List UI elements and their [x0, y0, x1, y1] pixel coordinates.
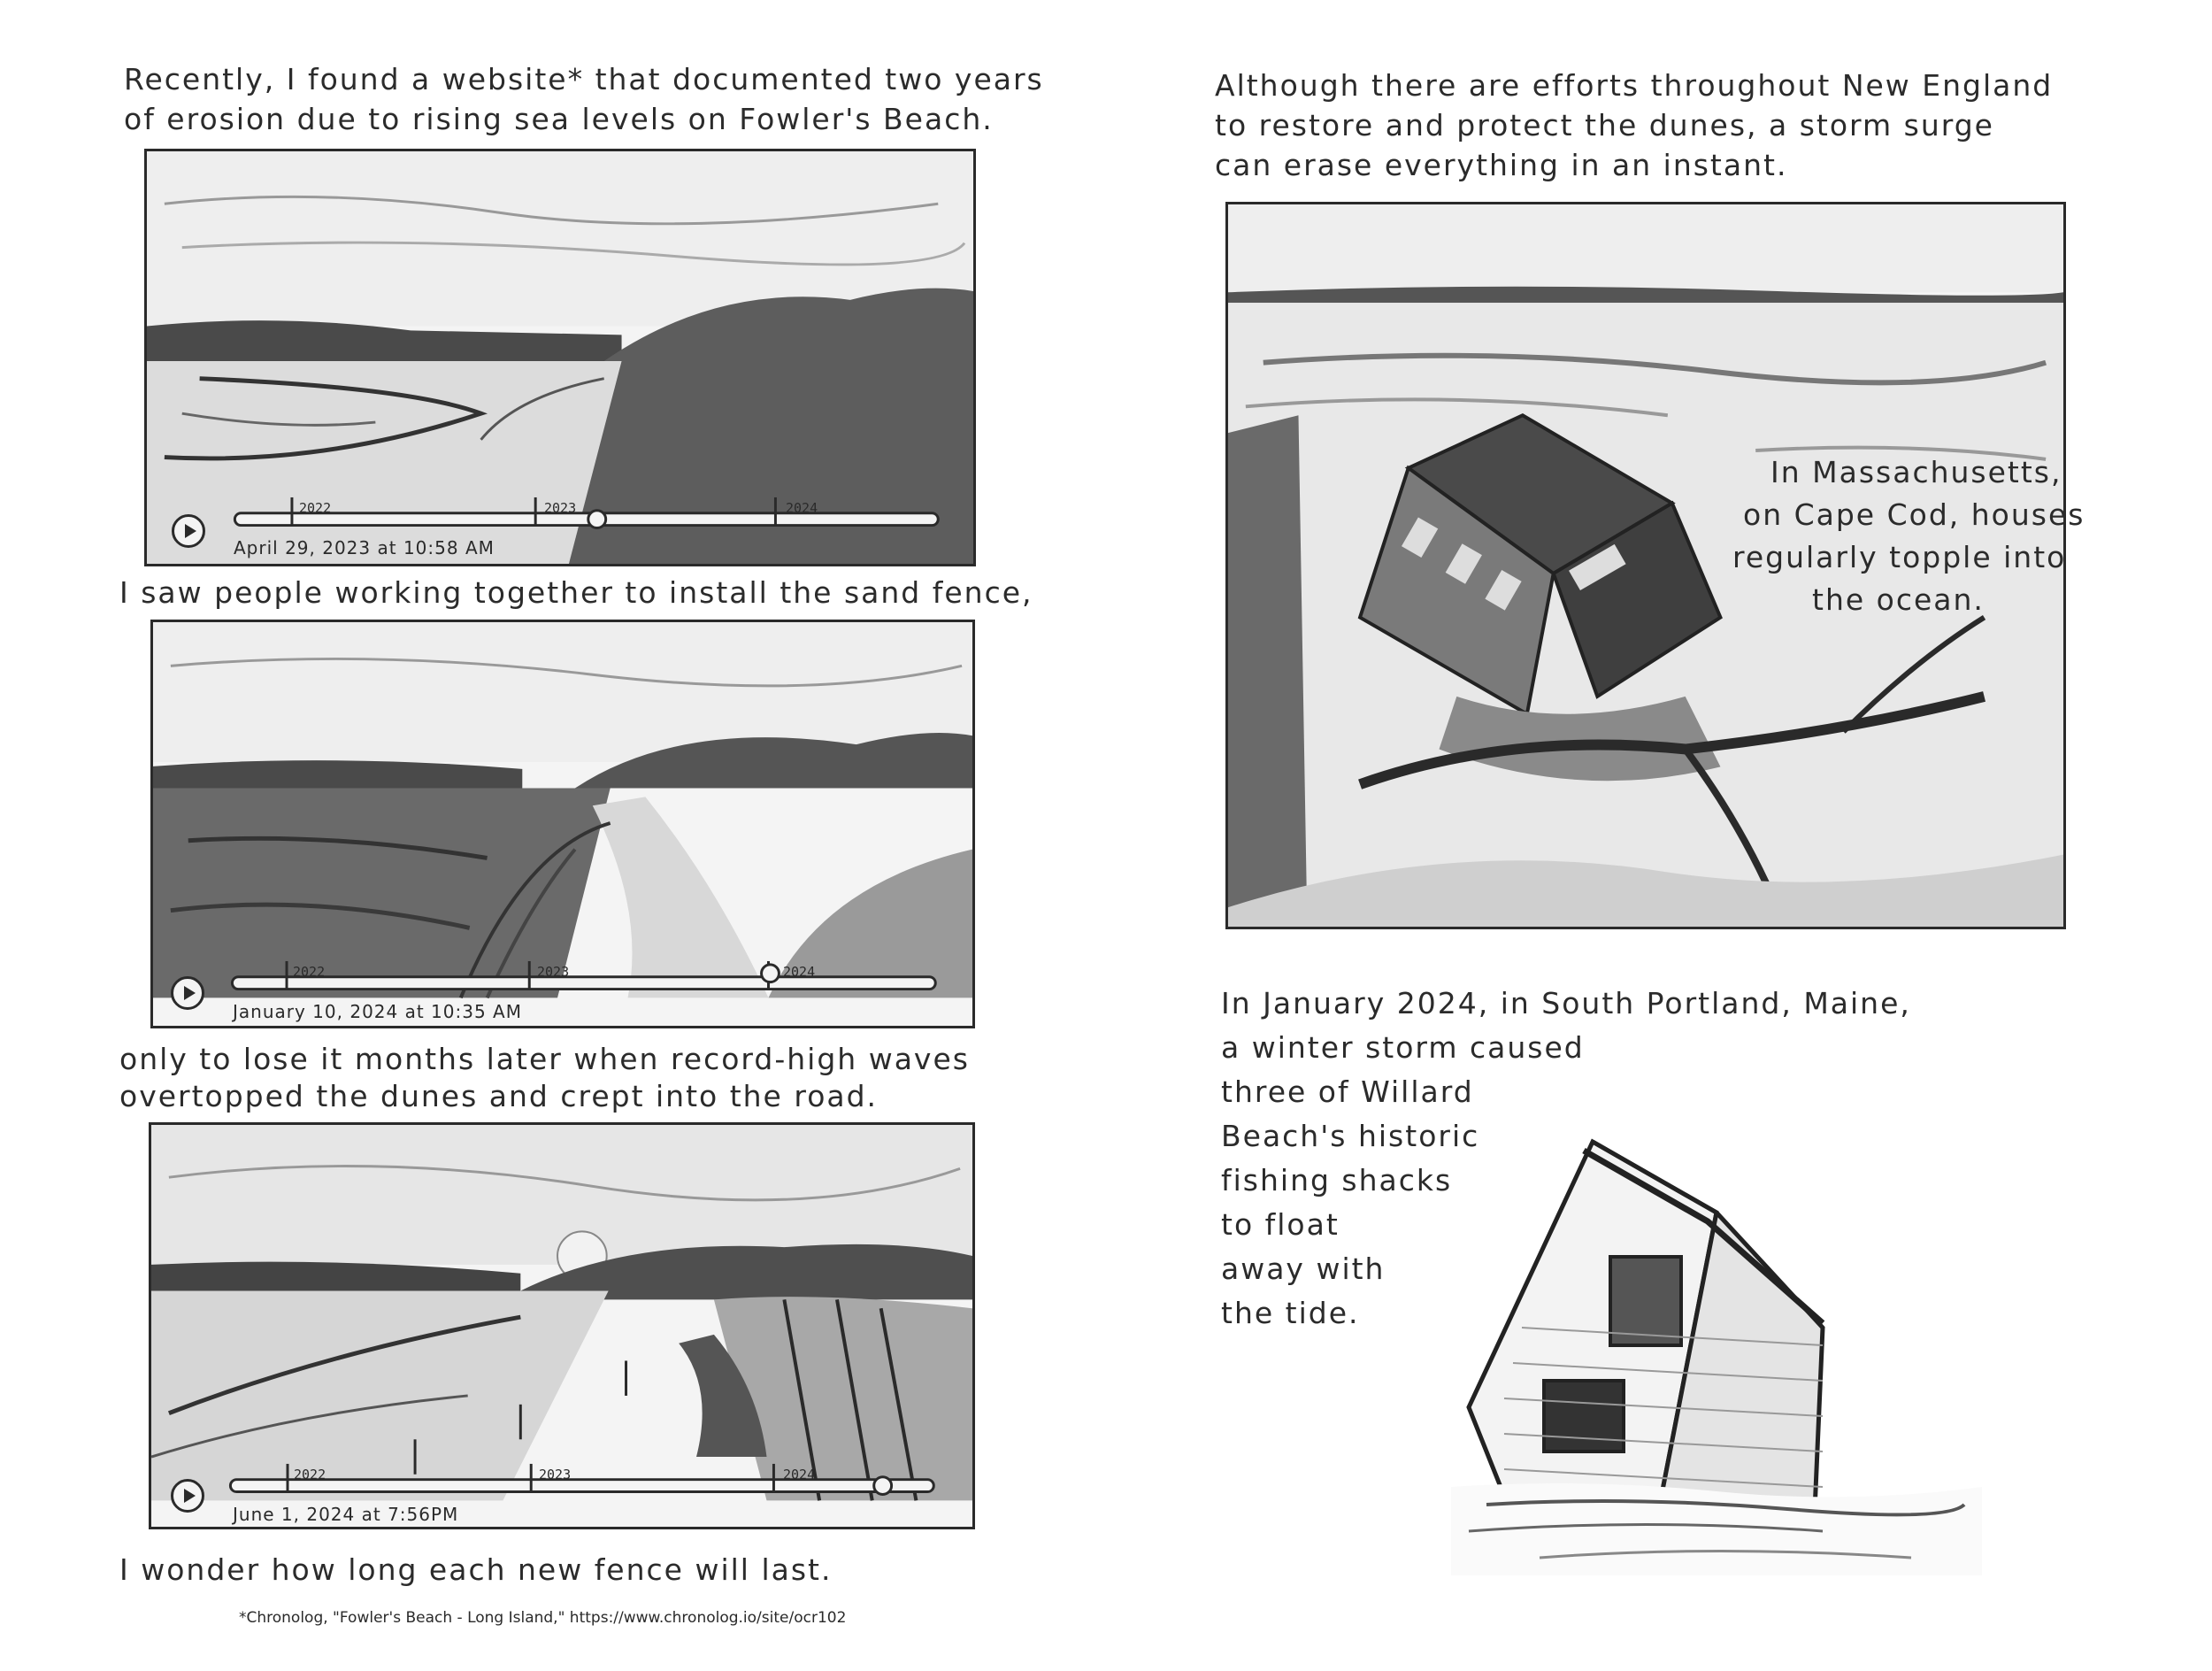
left-caption-2: I saw people working together to install the sand fence,	[119, 575, 1033, 610]
cape-cod-caption-line-4: the ocean.	[1812, 582, 1985, 617]
timeline-year-2024: 2024	[783, 964, 816, 980]
timeline-year-2023: 2023	[544, 500, 577, 516]
timeline-year-2024: 2024	[786, 500, 818, 516]
cape-cod-caption-line-3: regularly topple into	[1732, 540, 2067, 574]
timeline-year-2022: 2022	[299, 500, 332, 516]
fishing-shack-illustration	[1451, 1115, 1982, 1575]
maine-line-2: a winter storm caused	[1221, 1030, 1585, 1065]
maine-line-4: Beach's historic	[1221, 1119, 1480, 1153]
beach-panel-january-2024	[150, 620, 975, 1028]
timeline-year-2023: 2023	[537, 964, 570, 980]
left-caption-3-line-1: only to lose it months later when record-high waves	[119, 1042, 970, 1076]
photo-timestamp: June 1, 2024 at 7:56PM	[233, 1504, 459, 1525]
cape-cod-caption-line-1: In Massachusetts,	[1770, 455, 2062, 489]
right-intro-line-3: can erase everything in an instant.	[1215, 148, 1788, 182]
left-intro-line-1: Recently, I found a website* that documented two years	[124, 62, 1044, 96]
timeline-year-2022: 2022	[294, 1467, 326, 1482]
source-footnote: *Chronolog, "Fowler's Beach - Long Island," https://www.chronolog.io/site/ocr102	[239, 1609, 847, 1627]
beach-panel-april-2023	[144, 149, 976, 566]
left-caption-3-line-2: overtopped the dunes and crept into the road.	[119, 1079, 879, 1113]
timeline-year-2023: 2023	[539, 1467, 572, 1482]
photo-timestamp: January 10, 2024 at 10:35 AM	[233, 1001, 522, 1022]
timeline-year-2024: 2024	[783, 1467, 816, 1482]
maine-line-5: fishing shacks	[1221, 1163, 1453, 1197]
maine-line-1: In January 2024, in South Portland, Maine,	[1221, 986, 1911, 1020]
left-intro-line-2: of erosion due to rising sea levels on Fowler's Beach.	[124, 102, 994, 136]
beach-panel-june-2024	[149, 1122, 975, 1529]
maine-line-8: the tide.	[1221, 1296, 1360, 1330]
left-closing-caption: I wonder how long each new fence will last.	[119, 1552, 833, 1587]
maine-line-3: three of Willard	[1221, 1074, 1474, 1109]
timeline-year-2022: 2022	[293, 964, 326, 980]
right-intro-line-2: to restore and protect the dunes, a storm surge	[1215, 108, 1994, 142]
maine-line-6: to float	[1221, 1207, 1340, 1242]
photo-timestamp: April 29, 2023 at 10:58 AM	[234, 537, 495, 558]
right-intro-line-1: Although there are efforts throughout New England	[1215, 68, 2054, 103]
cape-cod-caption-line-2: on Cape Cod, houses	[1743, 497, 2085, 532]
maine-line-7: away with	[1221, 1251, 1386, 1286]
